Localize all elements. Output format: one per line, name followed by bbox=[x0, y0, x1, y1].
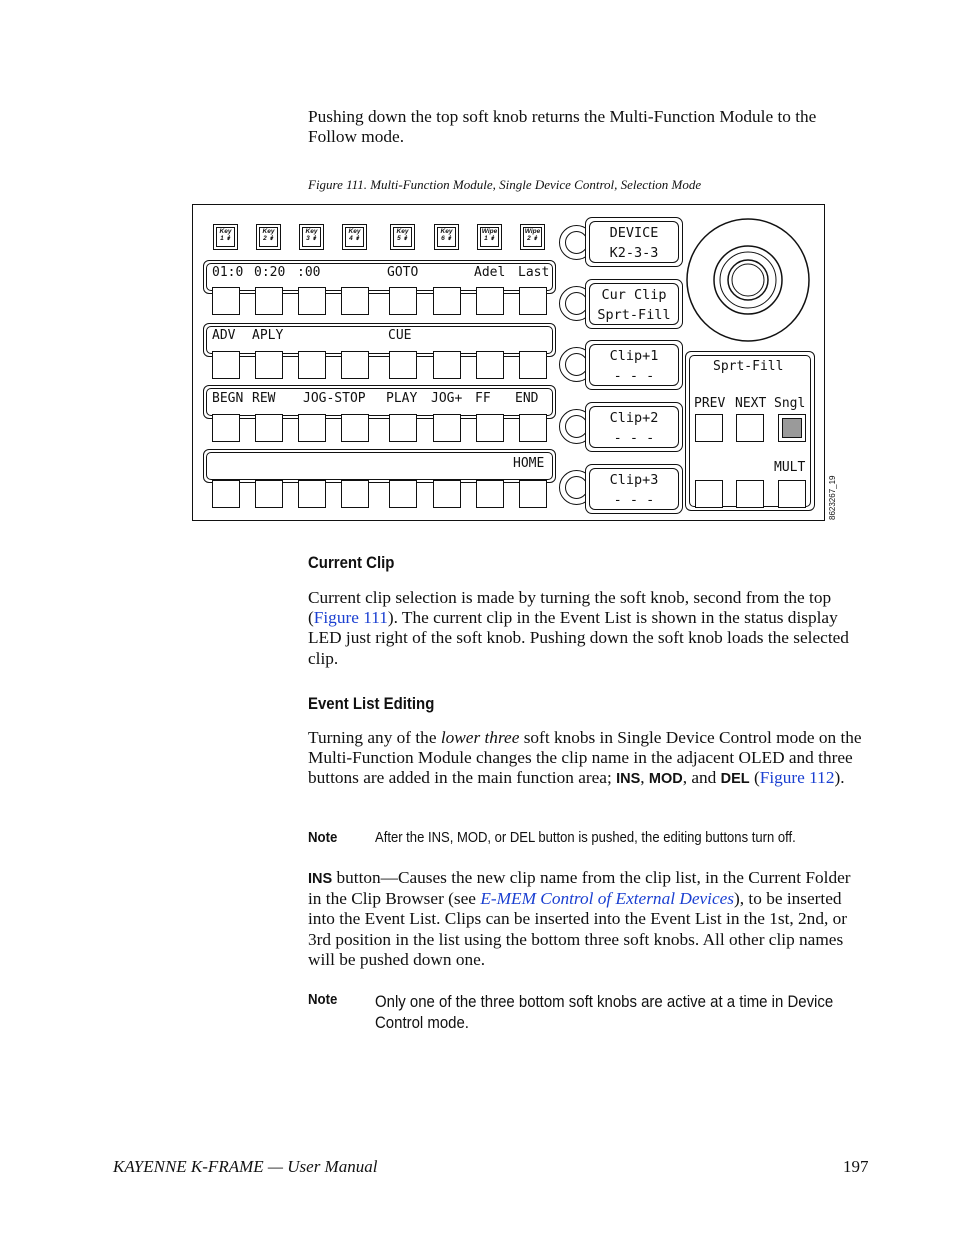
text: Turning any of the bbox=[308, 728, 441, 747]
function-button[interactable] bbox=[255, 480, 283, 508]
device-display bbox=[585, 217, 683, 267]
figure-id: 8623267_19 bbox=[828, 475, 837, 520]
function-button[interactable] bbox=[341, 287, 369, 315]
next-label: NEXT bbox=[735, 396, 767, 411]
prev-label: PREV bbox=[694, 396, 726, 411]
display-line2: - - - bbox=[613, 368, 655, 384]
key-button[interactable] bbox=[477, 224, 502, 250]
key-button-label bbox=[214, 228, 237, 242]
joystick-icon[interactable] bbox=[686, 217, 810, 343]
function-button[interactable] bbox=[341, 480, 369, 508]
function-button[interactable] bbox=[212, 480, 240, 508]
text: ( bbox=[749, 768, 760, 788]
function-button[interactable] bbox=[212, 351, 240, 379]
text: ). bbox=[834, 768, 845, 788]
ins-keyword: INS bbox=[308, 871, 333, 887]
function-button[interactable] bbox=[433, 480, 461, 508]
text: soft knobs in Single Device Control mode on the Multi-Function Module changes the clip name in the adjacent OLED and three buttons are added in the main function area; bbox=[308, 728, 862, 788]
key-label-top: Key bbox=[262, 228, 275, 235]
key-button[interactable] bbox=[213, 224, 238, 250]
panel-title: Sprt-Fill bbox=[713, 359, 784, 374]
display-line1: Clip+1 bbox=[609, 348, 659, 364]
row3-label: JOG+ bbox=[431, 391, 463, 406]
key-label-bottom: 6 ↡ bbox=[441, 235, 452, 242]
key-button-label bbox=[343, 228, 366, 242]
text: ), to be inserted into the Event List. Clips can be inserted into the Event List in the 1st, 2nd, or 3rd position in the list using the bottom three soft knobs. All other clip names will be pushed down one. bbox=[308, 889, 847, 969]
figure-111-link[interactable]: Figure 111 bbox=[313, 608, 388, 628]
row3-label: END bbox=[515, 391, 539, 406]
key-label-bottom: 5 ↡ bbox=[397, 235, 408, 242]
display-line2: K2-3-3 bbox=[609, 245, 659, 261]
heading-current-clip: Current Clip bbox=[308, 553, 395, 572]
ins-keyword: INS bbox=[616, 771, 641, 788]
function-button[interactable] bbox=[476, 287, 504, 315]
row1-label: 01:0 bbox=[212, 265, 244, 280]
function-button[interactable] bbox=[298, 414, 326, 442]
key-button[interactable] bbox=[299, 224, 324, 250]
function-row-4-display bbox=[203, 449, 556, 483]
note-text: After the INS, MOD, or DEL button is pushed, the editing buttons turn off. bbox=[375, 830, 796, 846]
function-button[interactable] bbox=[341, 414, 369, 442]
key-button[interactable] bbox=[434, 224, 459, 250]
function-button[interactable] bbox=[433, 414, 461, 442]
function-button[interactable] bbox=[341, 351, 369, 379]
key-button-label bbox=[478, 228, 501, 242]
row2-label: CUE bbox=[388, 328, 412, 343]
display-line2: - - - bbox=[613, 430, 655, 446]
note-label: Note bbox=[308, 829, 338, 846]
row2-label: APLY bbox=[252, 328, 284, 343]
key-label-top: Key bbox=[305, 228, 318, 235]
function-button[interactable] bbox=[212, 414, 240, 442]
display-line1: Clip+2 bbox=[609, 410, 659, 426]
function-button[interactable] bbox=[519, 414, 547, 442]
text: button—Causes the new clip name from the clip list, in the Current Folder in the Clip Browser (see bbox=[308, 868, 851, 909]
key-label-top: Key bbox=[348, 228, 361, 235]
function-button[interactable] bbox=[433, 287, 461, 315]
prev-button[interactable] bbox=[695, 414, 723, 442]
clip3-display bbox=[585, 464, 683, 514]
row1-label: 0:20 bbox=[254, 265, 286, 280]
text: , bbox=[640, 768, 649, 788]
function-button[interactable] bbox=[519, 480, 547, 508]
key-button-label bbox=[435, 228, 458, 242]
function-button[interactable] bbox=[476, 351, 504, 379]
display-line1: Clip+3 bbox=[609, 472, 659, 488]
function-button[interactable] bbox=[212, 287, 240, 315]
note-text: Only one of the three bottom soft knobs are active at a time in Device Control mode. bbox=[375, 992, 834, 1032]
key-button-label bbox=[391, 228, 414, 242]
row1-label: :00 bbox=[297, 265, 321, 280]
current-clip-display bbox=[585, 279, 683, 329]
clip2-display bbox=[585, 402, 683, 452]
display-line1: DEVICE bbox=[609, 225, 659, 241]
row3-label: BEGN bbox=[212, 391, 244, 406]
key-label-bottom: 4 ↡ bbox=[349, 235, 360, 242]
row4-label: HOME bbox=[513, 456, 545, 471]
multi-function-module-figure bbox=[192, 204, 825, 521]
function-button[interactable] bbox=[519, 351, 547, 379]
row1-label: GOTO bbox=[387, 265, 419, 280]
mod-keyword: MOD bbox=[648, 771, 683, 788]
function-button[interactable] bbox=[476, 480, 504, 508]
heading-event-list-editing: Event List Editing bbox=[308, 694, 435, 713]
key-label-bottom: 2 ↡ bbox=[527, 235, 538, 242]
key-label-bottom: 2 ↡ bbox=[263, 235, 274, 242]
emphasis: lower three bbox=[440, 728, 520, 747]
clip1-display bbox=[585, 340, 683, 390]
function-button[interactable] bbox=[298, 351, 326, 379]
key-label-bottom: 1 ↡ bbox=[220, 235, 231, 242]
key-button[interactable] bbox=[342, 224, 367, 250]
e-mem-link[interactable]: E-MEM Control of External Devices bbox=[480, 889, 735, 909]
row2-label: ADV bbox=[212, 328, 236, 343]
display-line1: Cur Clip bbox=[601, 287, 667, 303]
text: , and bbox=[682, 768, 721, 788]
function-button[interactable] bbox=[255, 351, 283, 379]
text: Current clip selection is made by turning the soft knob, second from the top ( bbox=[308, 588, 832, 628]
row3-label: JOG-STOP bbox=[303, 391, 366, 406]
sngl-label: Sngl bbox=[774, 396, 806, 411]
current-clip-paragraph bbox=[308, 588, 868, 669]
key-button-label bbox=[300, 228, 323, 242]
page-number: 197 bbox=[843, 1157, 869, 1176]
footer-title: KAYENNE K-FRAME — User Manual bbox=[113, 1157, 378, 1176]
mult-label: MULT bbox=[774, 460, 806, 475]
key-label-top: Key bbox=[440, 228, 453, 235]
function-button[interactable] bbox=[298, 287, 326, 315]
row1-label: Last bbox=[518, 265, 550, 280]
key-label-top: Wipe bbox=[524, 228, 541, 235]
row1-label: Adel bbox=[474, 265, 506, 280]
del-keyword: DEL bbox=[720, 771, 750, 788]
key-button[interactable] bbox=[390, 224, 415, 250]
key-label-bottom: 3 ↡ bbox=[306, 235, 317, 242]
key-label-top: Key bbox=[396, 228, 409, 235]
display-line2: - - - bbox=[613, 492, 655, 508]
function-button[interactable] bbox=[519, 287, 547, 315]
row3-label: REW bbox=[252, 391, 276, 406]
row3-label: PLAY bbox=[386, 391, 418, 406]
function-button[interactable] bbox=[389, 287, 417, 315]
function-button[interactable] bbox=[476, 414, 504, 442]
ins-paragraph bbox=[308, 868, 868, 970]
key-label-top: Key bbox=[219, 228, 232, 235]
key-label-top: Wipe bbox=[481, 228, 498, 235]
next-button[interactable] bbox=[736, 414, 764, 442]
key-button-label bbox=[521, 228, 544, 242]
figure-112-link[interactable]: Figure 112 bbox=[759, 768, 835, 788]
sngl-button[interactable] bbox=[778, 414, 806, 442]
row3-label: FF bbox=[475, 391, 491, 406]
function-button[interactable] bbox=[389, 414, 417, 442]
function-button[interactable] bbox=[255, 287, 283, 315]
key-button-label bbox=[257, 228, 280, 242]
panel-button-4[interactable] bbox=[695, 480, 723, 508]
figure-caption: Figure 111. Multi-Function Module, Single Device Control, Selection Mode bbox=[308, 177, 702, 192]
display-line2: Sprt-Fill bbox=[597, 307, 671, 323]
mult-button[interactable] bbox=[778, 480, 806, 508]
function-button[interactable] bbox=[389, 351, 417, 379]
function-button[interactable] bbox=[389, 480, 417, 508]
text: ). The current clip in the Event List is shown in the status display LED just right of the soft knob. Pushing down the soft knob loads the selected clip. bbox=[308, 608, 849, 668]
intro-paragraph: Pushing down the top soft knob returns the Multi-Function Module to the Follow mode. bbox=[308, 107, 817, 147]
note-label: Note bbox=[308, 991, 338, 1008]
function-button[interactable] bbox=[433, 351, 461, 379]
function-button[interactable] bbox=[255, 414, 283, 442]
event-list-paragraph bbox=[308, 728, 868, 790]
panel-button-5[interactable] bbox=[736, 480, 764, 508]
function-button[interactable] bbox=[298, 480, 326, 508]
key-label-bottom: 1 ↡ bbox=[484, 235, 495, 242]
key-button[interactable] bbox=[520, 224, 545, 250]
key-button[interactable] bbox=[256, 224, 281, 250]
